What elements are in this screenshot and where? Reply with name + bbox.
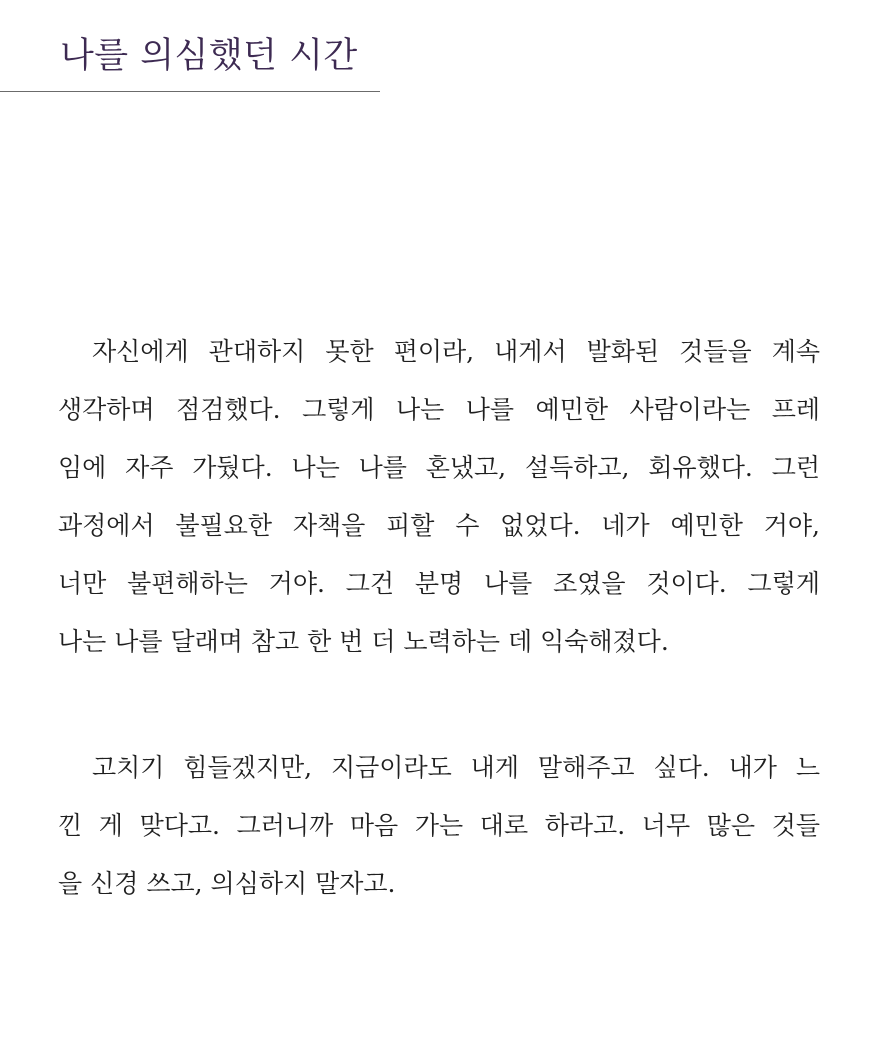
paragraph-2 [58, 739, 820, 913]
chapter-title: 나를 의심했던 시간 [60, 36, 358, 76]
title-divider [0, 91, 380, 92]
paragraph-line: 생각하며 점검했다. 그렇게 나는 나를 예민한 사람이라는 프레 [58, 395, 820, 424]
paragraph-line: 을 신경 쓰고, 의심하지 말자고. [58, 869, 396, 898]
paragraph-line: 낀 게 맞다고. 그러니까 마음 가는 대로 하라고. 너무 많은 것들 [58, 811, 820, 840]
paragraph-line: 임에 자주 가뒀다. 나는 나를 혼냈고, 설득하고, 회유했다. 그런 [58, 453, 820, 482]
paragraph-line: 너만 불편해하는 거야. 그건 분명 나를 조였을 것이다. 그렇게 [58, 569, 820, 598]
paragraph-line: 자신에게 관대하지 못한 편이라, 내게서 발화된 것들을 계속 [92, 337, 820, 366]
paragraph-line: 과정에서 불필요한 자책을 피할 수 없었다. 네가 예민한 거야, [58, 511, 820, 540]
paragraph-line: 나는 나를 달래며 참고 한 번 더 노력하는 데 익숙해졌다. [58, 627, 669, 656]
paragraph-line: 고치기 힘들겠지만, 지금이라도 내게 말해주고 싶다. 내가 느 [92, 753, 820, 782]
paragraph-1 [58, 323, 820, 671]
